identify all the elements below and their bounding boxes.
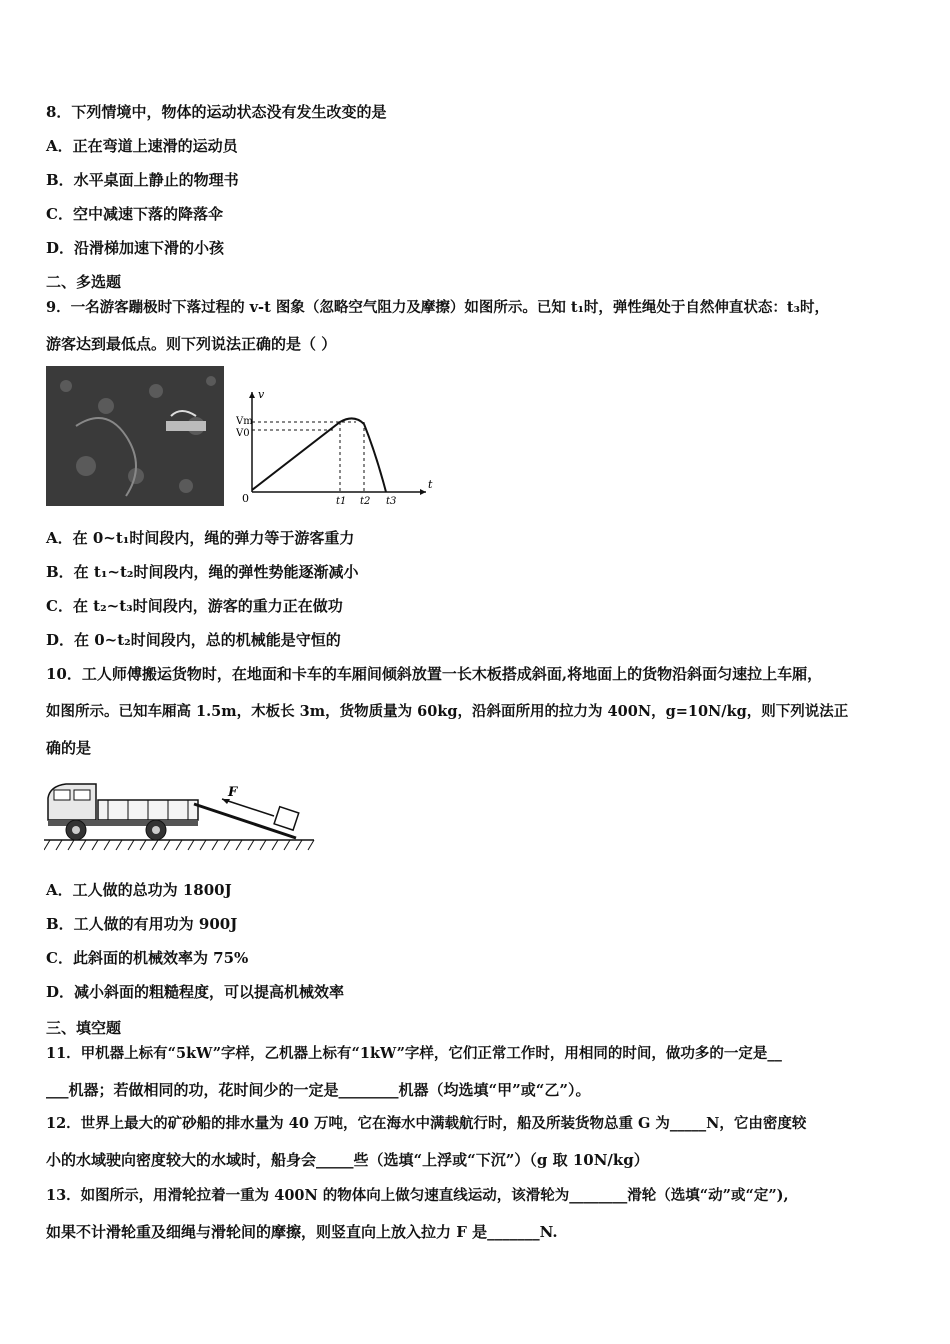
- graph-t2-label: t2: [360, 496, 371, 506]
- q12-line2: 小的水域驶向密度较大的水域时，船身会_____些（选填“上浮或“下沉”）（g 取 10N/kg）: [46, 1151, 649, 1169]
- graph-t1-label: t1: [336, 496, 347, 506]
- section-heading-multi: 二、多选题: [46, 273, 122, 291]
- truck-incline-figure: [44, 780, 316, 852]
- graph-t-label: t: [428, 478, 433, 491]
- q10-option-c: C．此斜面的机械效率为 75%: [46, 949, 249, 967]
- q11-line1: 11．甲机器上标有“5kW”字样，乙机器上标有“1kW”字样，它们正常工作时，用相同的时间，做功多的一定是__: [46, 1045, 782, 1062]
- v-t-graph: [236, 384, 436, 506]
- graph-v-label: v: [258, 388, 265, 401]
- graph-v0-label: V0: [236, 428, 250, 439]
- q9-stem-line1: 9．一名游客蹦极时下落过程的 v-t 图象（忽略空气阻力及摩擦）如图所示。已知 t₁时，弹性绳处于自然伸直状态：t₃时，: [46, 299, 829, 316]
- force-label: F: [228, 785, 238, 800]
- q9-option-a: A．在 0~t₁时间段内，绳的弹力等于游客重力: [46, 529, 355, 547]
- q10-stem-line1: 10．工人师傅搬运货物时，在地面和卡车的车厢间倾斜放置一长木板搭成斜面,将地面上的货物沿斜面匀速拉上车厢，: [46, 665, 823, 683]
- bungee-photo: [46, 366, 224, 506]
- q12-line1: 12．世界上最大的矿砂船的排水量为 40 万吨，它在海水中满载航行时，船及所装货物总重 G 为_____N，它由密度较: [46, 1115, 807, 1132]
- q9-option-c: C．在 t₂~t₃时间段内，游客的重力正在做功: [46, 597, 343, 615]
- q8-stem: 8．下列情境中，物体的运动状态没有发生改变的是: [46, 103, 387, 121]
- q11-line2: ___机器；若做相同的功，花时间少的一定是________机器（均选填“甲”或“乙”）。: [46, 1081, 591, 1099]
- q10-stem-line3: 确的是: [46, 739, 92, 757]
- q8-option-b: B．水平桌面上静止的物理书: [46, 171, 239, 189]
- q13-line1: 13．如图所示，用滑轮拉着一重为 400N 的物体向上做匀速直线运动，该滑轮为________滑轮（选填“动”或“定”),: [46, 1187, 789, 1204]
- q9-option-d: D．在 0~t₂时间段内，总的机械能是守恒的: [46, 631, 341, 649]
- graph-t3-label: t3: [386, 496, 397, 506]
- q8-option-d: D．沿滑梯加速下滑的小孩: [46, 239, 225, 257]
- q8-option-c: C．空中减速下落的降落伞: [46, 205, 223, 223]
- q8-option-a: A．正在弯道上速滑的运动员: [46, 137, 238, 155]
- q10-option-a: A．工人做的总功为 1800J: [46, 881, 232, 899]
- q9-option-b: B．在 t₁~t₂时间段内，绳的弹性势能逐渐减小: [46, 563, 359, 581]
- section-heading-fill: 三、填空题: [46, 1019, 122, 1037]
- q10-stem-line2: 如图所示。已知车厢高 1.5m，木板长 3m，货物质量为 60kg，沿斜面所用的拉力为 400N，g=10N/kg，则下列说法正: [46, 703, 849, 720]
- q13-line2: 如果不计滑轮重及细绳与滑轮间的摩擦，则竖直向上放入拉力 F 是_______N.: [46, 1223, 558, 1241]
- q10-option-b: B．工人做的有用功为 900J: [46, 915, 238, 933]
- graph-vm-label: Vm: [236, 416, 253, 427]
- graph-origin-label: 0: [242, 492, 249, 505]
- q9-stem-line2: 游客达到最低点。则下列说法正确的是（ ）: [46, 335, 337, 353]
- q10-option-d: D．减小斜面的粗糙程度，可以提高机械效率: [46, 983, 345, 1001]
